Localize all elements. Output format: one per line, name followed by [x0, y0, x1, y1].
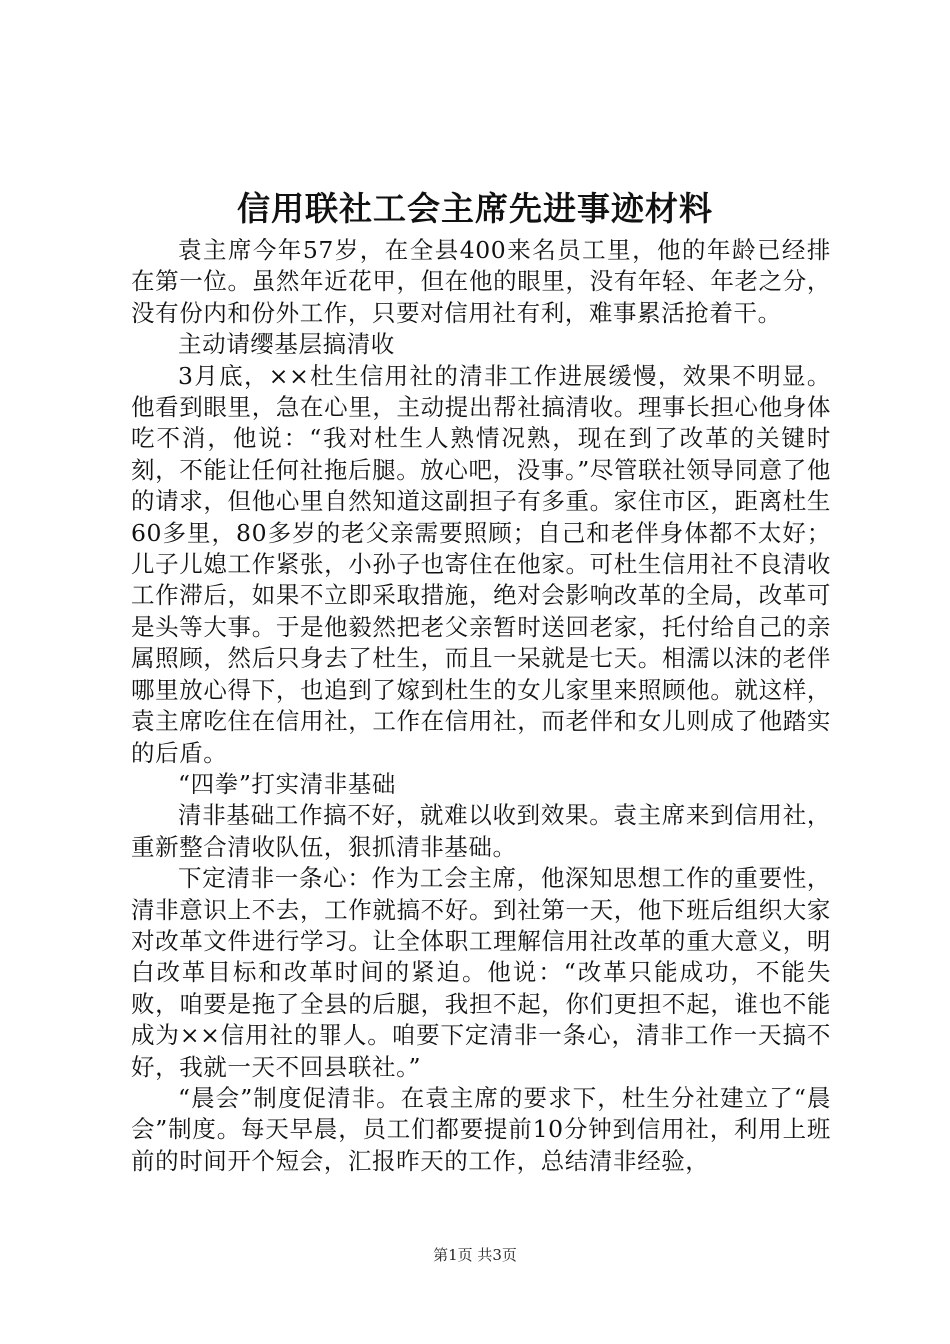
page-title: 信用联社工会主席先进事迹材料 [237, 189, 713, 228]
paragraph-intro: 袁主席今年57岁，在全县400来名员工里，他的年龄已经排在第一位。虽然年近花甲，但在他的眼里，没有年轻、年老之分，没有份内和份外工作，只要对信用社有利，难事累活抢着干。 [131, 236, 831, 327]
section-heading-2: “四拳”打实清非基础 [178, 769, 397, 798]
paragraph-3: 下定清非一条心：作为工会主席，他深知思想工作的重要性，清非意识上不去，工作就搞不好。到社第一天，他下班后组织大家对改革文件进行学习。让全体职工理解信用社改革的重大意义，明白改革目标和改革时间的紧迫。他说：“改革只能成功，不能失败，咱要是拖了全县的后腿，我担不起，你们更担不起，谁也不能成为××信用社的罪人。咱要下定清非一条心，清非工作一天搞不好，我就一天不回县联社。” [131, 864, 831, 1081]
paragraph-1: 3月底，××杜生信用社的清非工作进展缓慢，效果不明显。他看到眼里，急在心里，主动提出帮社搞清收。理事长担心他身体吃不消，他说：“我对杜生人熟情况熟，现在到了改革的关键时刻，不能让任何社拖后腿。放心吧，没事。”尽管联社领导同意了他的请求，但他心里自然知道这副担子有多重。家住市区，距离杜生60多里，80多岁的老父亲需要照顾；自己和老伴身体都不太好；儿子儿媳工作紧张，小孙子也寄住在他家。可杜生信用社不良清收工作滞后，如果不立即采取措施，绝对会影响改革的全局，改革可是头等大事。于是他毅然把老父亲暂时送回老家，托付给自己的亲属照顾，然后只身去了杜生，而且一呆就是七天。相濡以沫的老伴哪里放心得下，也追到了嫁到杜生的女儿家里来照顾他。就这样，袁主席吃住在信用社，工作在信用社，而老伴和女儿则成了他踏实的后盾。 [131, 361, 831, 767]
page-footer: 第1页 共3页 [433, 1246, 517, 1264]
paragraph-4: “晨会”制度促清非。在袁主席的要求下，杜生分社建立了“晨会”制度。每天早晨，员工们都要提前10分钟到信用社，利用上班前的时间开个短会，汇报昨天的工作，总结清非经验， [131, 1083, 831, 1175]
section-heading-1: 主动请缨基层搞清收 [178, 330, 395, 359]
document-body [131, 235, 831, 1177]
paragraph-2: 清非基础工作搞不好，就难以收到效果。袁主席来到信用社，重新整合清收队伍，狠抓清非基础。 [131, 801, 831, 861]
